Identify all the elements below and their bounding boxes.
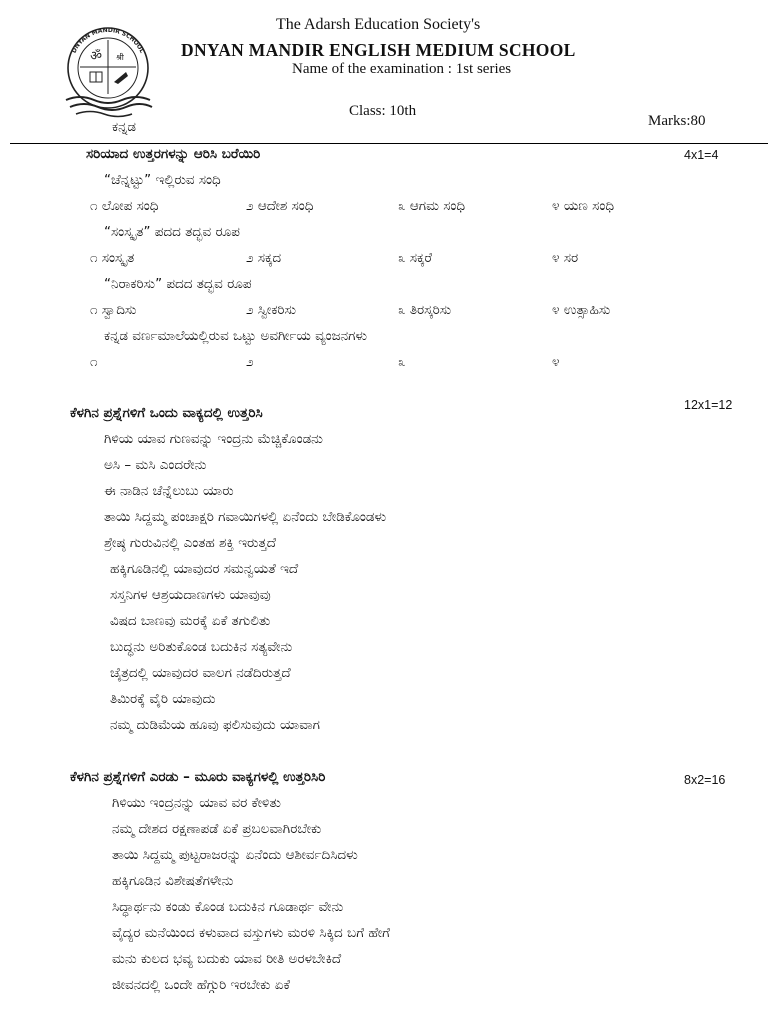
question-item: ತಿಮಿರಕ್ಕೆ ವೈರಿ ಯಾವುದು [110,691,216,707]
question-item: ಬುದ್ಧನು ಅರಿತುಕೊಂಡ ಬದುಕಿನ ಸತ್ಯವೇನು [110,639,293,655]
header-divider [10,143,768,144]
svg-text:ॐ: ॐ [90,49,102,64]
society-name: The Adarsh Education Society's [276,16,481,33]
mcq-option: ೨ ಸಕ್ಕದ [246,250,282,266]
subject-label: ಕನ್ನಡ [112,119,137,135]
question-item: ನಮ್ಮ ದೇಶದ ರಕ್ಷಣಾಪಡೆ ಏಕೆ ಪ್ರಬಲವಾಗಿರಬೇಕು [112,821,322,837]
mcq-option: ೨ ಸ್ವೀಕರಿಸು [246,302,296,318]
mcq-option: ೩ [398,354,406,370]
mcq-option: ೩ ತಿರಸ್ಕರಿಸು [398,302,452,318]
mcq-option: ೧ ಸಂಸ್ಕೃತ [90,250,135,266]
question-item: ಗಿಳಿಯು ಇಂದ್ರನನ್ನು ಯಾವ ವರ ಕೇಳಿತು [112,795,281,811]
total-marks: Marks:80 [648,113,706,129]
question-item: ಜೀವನದಲ್ಲಿ ಒಂದೇ ಹೆಗ್ಗುರಿ ಇರಬೇಕು ಏಕೆ [112,977,291,993]
mcq-question: “ನಿರಾಕರಿಸು” ಪದದ ತದ್ಭವ ರೂಪ [104,276,252,292]
logo-text: DNYAN MANDIR SCHOOL [70,26,146,55]
question-item: ಅಸಿ – ಮಸಿ ಎಂದರೇನು [104,457,207,473]
question-item: ವಿಷದ ಬಾಣವು ಮರಕ್ಕೆ ಏಕೆ ತಗುಲಿತು [110,613,271,629]
mcq-question: ಕನ್ನಡ ವರ್ಣಮಾಲೆಯಲ್ಲಿರುವ ಒಟ್ಟು ಅವರ್ಗೀಯ ವ್ಯಂಜನಗಳು [104,328,368,344]
question-item: ಚೈತ್ರದಲ್ಲಿ ಯಾವುದರ ವಾಲಗ ನಡೆದಿರುತ್ತದೆ [110,665,291,681]
school-name: DNYAN MANDIR ENGLISH MEDIUM SCHOOL [181,40,576,60]
section1-heading: ಸರಿಯಾದ ಉತ್ತರಗಳನ್ನು ಆರಿಸಿ ಬರೆಯಿರಿ [86,146,261,162]
mcq-option: ೧ ಸ್ವಾದಿಸು [90,302,137,318]
question-item: ತಾಯಿ ಸಿದ್ದಮ್ಮ ಪುಟ್ಟರಾಜರನ್ನು ಏನೆಂದು ಆಶೀರ್ವದಿಸಿದಳು [112,847,358,863]
svg-text:श्री: श्री [116,53,124,62]
question-item: ಗಿಳಿಯ ಯಾವ ಗುಣವನ್ನು ಇಂದ್ರನು ಮೆಚ್ಚಿಕೊಂಡನು [104,431,323,447]
mcq-option: ೪ [552,354,560,370]
question-item: ಶ್ರೇಷ್ಠ ಗುರುವಿನಲ್ಲಿ ಎಂತಹ ಶಕ್ತಿ ಇರುತ್ತದೆ [104,535,276,551]
question-item: ಈ ನಾಡಿನ ಚೆನ್ನೆಲುಬು ಯಾರು [104,483,234,499]
section1-marks: 4x1=4 [684,148,719,162]
question-item: ಸಸ್ತನಿಗಳ ಆಶ್ರಯದಾಣಗಳು ಯಾವುವು [110,587,271,603]
section3-marks: 8x2=16 [684,773,726,787]
question-item: ಮನು ಕುಲದ ಭವ್ಯ ಬದುಕು ಯಾವ ರೀತಿ ಅರಳಬೇಕಿದೆ [112,951,342,967]
mcq-option: ೪ ಯಣ ಸಂಧಿ [552,198,615,214]
section2-heading: ಕೆಳಗಿನ ಪ್ರಶ್ನೆಗಳಿಗೆ ಒಂದು ವಾಕ್ಯದಲ್ಲಿ ಉತ್ತರಿಸಿ [70,405,263,421]
mcq-option: ೪ ಉತ್ಸಾಹಿಸು [552,302,611,318]
section2-marks: 12x1=12 [684,398,733,412]
section3-heading: ಕೆಳಗಿನ ಪ್ರಶ್ನೆಗಳಿಗೆ ಎರಡು – ಮೂರು ವಾಕ್ಯಗಳಲ್ಲಿ ಉತ್ತರಿಸಿರಿ [70,769,326,785]
question-item: ನಮ್ಮ ದುಡಿಮೆಯ ಹೂವು ಫಲಿಸುವುದು ಯಾವಾಗ [110,717,320,733]
mcq-option: ೩ ಆಗಮ ಸಂಧಿ [398,198,466,214]
exam-name: Name of the examination : 1st series [292,61,512,77]
question-item: ತಾಯಿ ಸಿದ್ದಮ್ಮ ಪಂಚಾಕ್ಷರಿ ಗವಾಯಿಗಳಲ್ಲಿ ಏನೆಂದು ಬೇಡಿಕೊಂಡಳು [104,509,387,525]
question-item: ವೈದ್ಯರ ಮನೆಯಿಂದ ಕಳುವಾದ ವಸ್ತುಗಳು ಮರಳಿ ಸಿಕ್ಕಿದ ಬಗೆ ಹೇಗೆ [112,925,390,941]
mcq-question: “ಸಂಸ್ಕೃತ” ಪದದ ತದ್ಭವ ರೂಪ [104,224,240,240]
mcq-option: ೨ [246,354,254,370]
mcq-question: “ಚೆನ್ನಟ್ಟು” ಇಲ್ಲಿರುವ ಸಂಧಿ [104,172,221,188]
mcq-option: ೪ ಸರ [552,250,579,266]
question-item: ಹಕ್ಕಿಗೂಡಿನ ವಿಶೇಷತೆಗಳೇನು [112,873,234,889]
class-label: Class: 10th [349,103,417,119]
mcq-option: ೧ [90,354,98,370]
mcq-option: ೧ ಲೋಪ ಸಂಧಿ [90,198,159,214]
question-item: ಸಿದ್ಧಾರ್ಥನು ಕಂಡು ಕೊಂಡ ಬದುಕಿನ ಗೂಡಾರ್ಥ ವೇನು [112,899,344,915]
mcq-option: ೨ ಆದೇಶ ಸಂಧಿ [246,198,314,214]
mcq-option: ೩ ಸಕ್ಕರೆ [398,250,433,266]
school-logo [60,24,156,118]
question-item: ಹಕ್ಕಿಗೂಡಿನಲ್ಲಿ ಯಾವುದರ ಸಮನ್ವಯತೆ ಇದೆ [110,561,299,577]
